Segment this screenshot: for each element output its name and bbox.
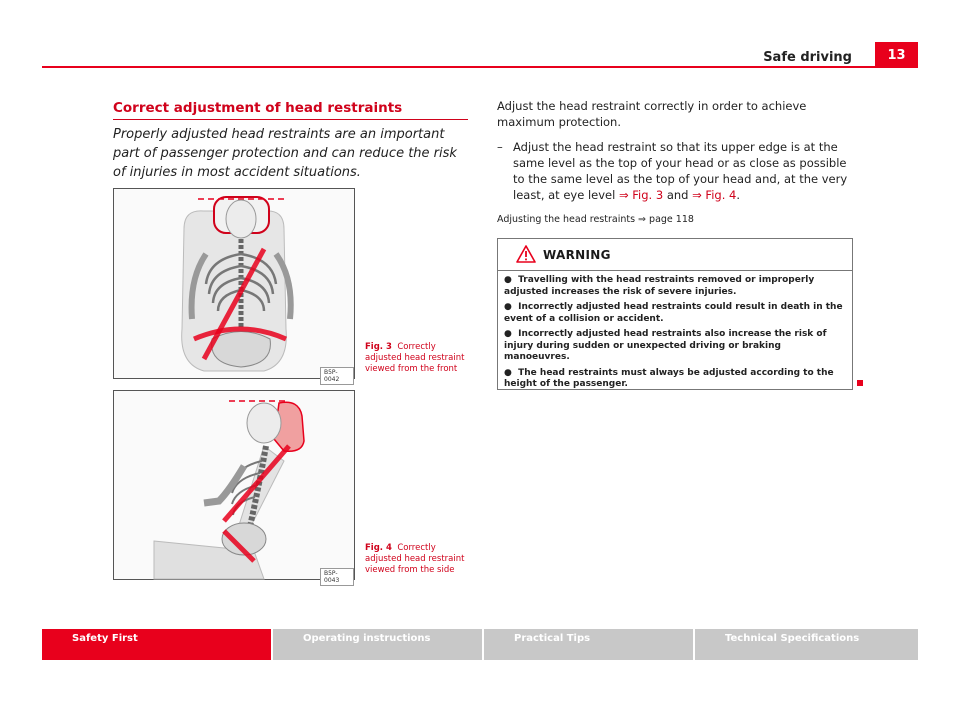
section-title: Correct adjustment of head restraints xyxy=(113,100,403,116)
warning-item: ● Travelling with the head restraints removed or improperly adjusted increases the risk of severe injuries. xyxy=(504,275,815,297)
figure-caption-text: Correctly adjusted head restraint viewed from the side xyxy=(365,543,465,575)
warning-box xyxy=(497,238,853,390)
header-title: Safe driving xyxy=(763,50,852,65)
footer-tab-safety-first[interactable]: Safety First xyxy=(42,629,271,660)
warning-icon xyxy=(516,245,536,263)
figure-label: Fig. 3 xyxy=(365,342,392,352)
figure-side-view xyxy=(113,390,355,584)
figure-code: B5P-0042 xyxy=(320,367,354,385)
warning-header xyxy=(498,239,852,271)
section-end-marker xyxy=(857,380,863,386)
warning-title: WARNING xyxy=(543,248,611,262)
period-text: . xyxy=(736,188,740,202)
step-dash: – xyxy=(497,140,503,154)
step-item xyxy=(497,139,852,203)
figure-front-view xyxy=(113,188,355,383)
figure-label: Fig. 4 xyxy=(365,543,392,553)
warning-item: ● Incorrectly adjusted head restraints also increase the risk of injury during sudden or unexpected driving or braking manoeuvres. xyxy=(504,329,827,362)
warning-list xyxy=(498,271,852,391)
and-text: and xyxy=(666,188,689,202)
side-view-illustration xyxy=(114,391,354,579)
step-text: Adjust the head restraint so that its upper edge is at the same level as the top of your head or as close as possible to the same level as the top of your head and, at the very least, at eye level xyxy=(513,140,848,202)
footer-tab-operating-instructions[interactable]: Operating instructions xyxy=(273,629,482,660)
fig4-link[interactable]: ⇒ Fig. 4 xyxy=(692,188,737,202)
warning-item: ● Incorrectly adjusted head restraints could result in death in the event of a collision or accident. xyxy=(504,302,843,324)
figure-code: B5P-0043 xyxy=(320,568,354,586)
see-also-link[interactable]: Adjusting the head restraints ⇒ page 118 xyxy=(497,214,694,225)
front-view-illustration xyxy=(114,189,354,378)
warning-item-text: Incorrectly adjusted head restraints also increase the risk of injury during sudden or unexpected driving or braking manoeuvres. xyxy=(504,329,827,362)
footer-tab-technical-specifications[interactable]: Technical Specifications xyxy=(695,629,918,660)
figure-caption xyxy=(365,342,469,375)
warning-item-text: The head restraints must always be adjusted according to the height of the passenger. xyxy=(504,367,834,389)
figure-caption xyxy=(365,543,469,576)
warning-item: ● The head restraints must always be adjusted according to the height of the passenger. xyxy=(504,367,834,389)
figure-caption-text: Correctly adjusted head restraint viewed from the front xyxy=(365,342,465,374)
warning-item-text: Travelling with the head restraints removed or improperly adjusted increases the risk of severe injuries. xyxy=(504,275,815,297)
fig3-link[interactable]: ⇒ Fig. 3 xyxy=(618,188,664,202)
warning-item-text: Incorrectly adjusted head restraints could result in death in the event of a collision or accident. xyxy=(504,302,843,324)
body-paragraph: Adjust the head restraint correctly in order to achieve maximum protection. xyxy=(497,99,807,129)
section-intro: Properly adjusted head restraints are an important part of passenger protection and can reduce the risk of injuries in most accident situations. xyxy=(113,127,457,180)
section-rule xyxy=(113,119,468,120)
header-rule xyxy=(42,66,918,68)
page-number: 13 xyxy=(875,42,918,68)
footer-tab-practical-tips[interactable]: Practical Tips xyxy=(484,629,693,660)
